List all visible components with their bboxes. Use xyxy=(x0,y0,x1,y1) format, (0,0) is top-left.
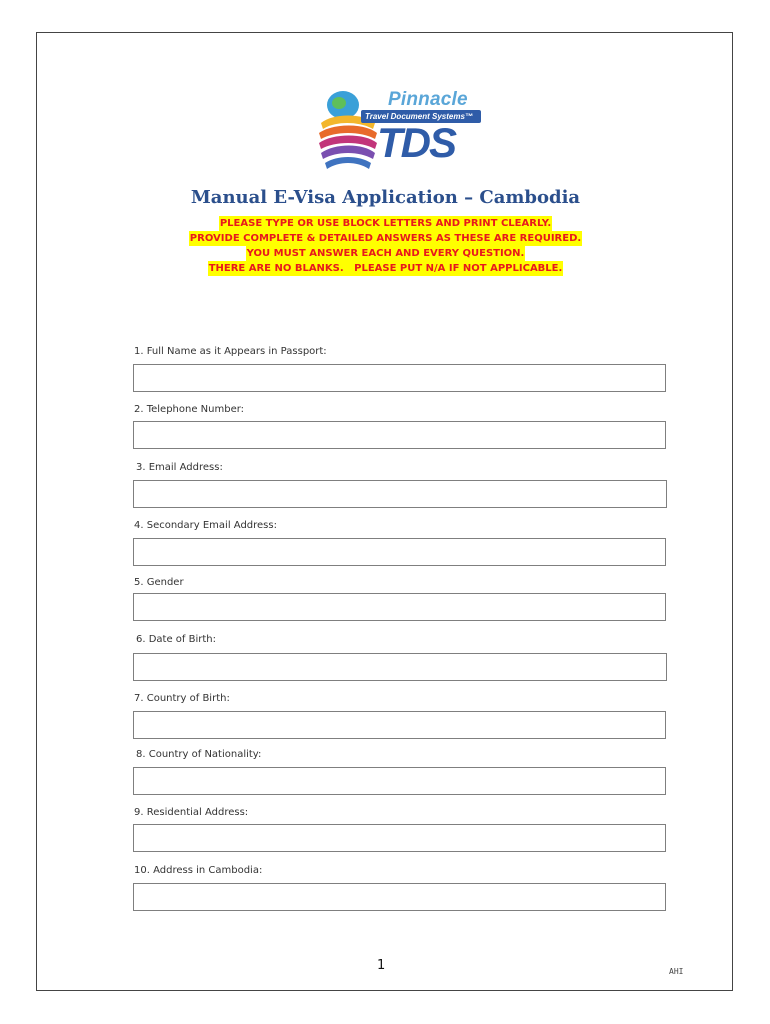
field-label-telephone: 2. Telephone Number: xyxy=(134,404,245,415)
field-label-email: 3. Email Address: xyxy=(136,462,223,473)
instruction-line: PROVIDE COMPLETE & DETAILED ANSWERS AS THESE ARE REQUIRED. xyxy=(189,233,582,244)
logo-brand-text: Pinnacle xyxy=(388,89,468,110)
document-page xyxy=(36,32,733,991)
address-cambodia-input[interactable] xyxy=(134,884,665,910)
telephone-input[interactable] xyxy=(134,422,665,448)
date-of-birth-box xyxy=(133,653,667,681)
field-label-date-of-birth: 6. Date of Birth: xyxy=(136,634,216,645)
date-of-birth-input[interactable] xyxy=(134,654,666,680)
address-cambodia-box xyxy=(133,883,666,911)
instructions-block xyxy=(37,213,734,273)
field-label-nationality: 8. Country of Nationality: xyxy=(136,749,262,760)
field-label-address-cambodia: 10. Address in Cambodia: xyxy=(134,865,263,876)
email-input[interactable] xyxy=(134,481,666,507)
document-title: Manual E-Visa Application – Cambodia xyxy=(190,187,581,208)
instruction-line: THERE ARE NO BLANKS. PLEASE PUT N/A IF NOT APPLICABLE. xyxy=(208,263,563,274)
country-of-birth-box xyxy=(133,711,666,739)
field-label-country-of-birth: 7. Country of Birth: xyxy=(134,693,230,704)
instruction-line: PLEASE TYPE OR USE BLOCK LETTERS AND PRINT CLEARLY. xyxy=(219,218,552,229)
gender-box xyxy=(133,593,666,621)
pinnacle-tds-logo xyxy=(313,83,473,179)
residential-address-input[interactable] xyxy=(134,825,665,851)
email-box xyxy=(133,480,667,508)
country-of-birth-input[interactable] xyxy=(134,712,665,738)
logo-tds-text: TDS xyxy=(377,119,455,166)
logo-tagline: Travel Document Systems™ xyxy=(361,110,481,123)
secondary-email-input[interactable] xyxy=(134,539,665,565)
page-number: 1 xyxy=(377,958,386,973)
full-name-box xyxy=(133,364,666,392)
instruction-line: YOU MUST ANSWER EACH AND EVERY QUESTION. xyxy=(246,248,525,259)
field-label-residential-address: 9. Residential Address: xyxy=(134,807,249,818)
full-name-input[interactable] xyxy=(134,365,665,391)
secondary-email-box xyxy=(133,538,666,566)
field-label-gender: 5. Gender xyxy=(134,577,184,588)
field-label-secondary-email: 4. Secondary Email Address: xyxy=(134,520,277,531)
field-label-full-name: 1. Full Name as it Appears in Passport: xyxy=(134,346,327,357)
telephone-box xyxy=(133,421,666,449)
residential-address-box xyxy=(133,824,666,852)
nationality-input[interactable] xyxy=(134,768,665,794)
footer-code: AHI xyxy=(669,967,684,976)
nationality-box xyxy=(133,767,666,795)
gender-input[interactable] xyxy=(134,594,665,620)
